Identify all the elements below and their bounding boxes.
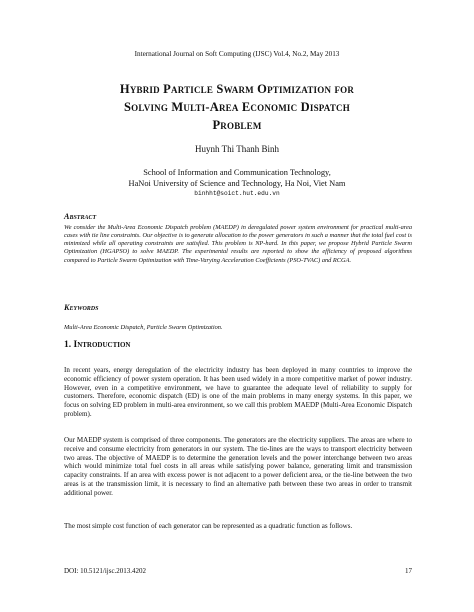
page-number: 17 <box>405 567 412 575</box>
paper-title <box>60 80 414 134</box>
affiliation-line-2: HaNoi University of Science and Technology, Ha Noi, Viet Nam <box>128 178 346 188</box>
keywords-text: Multi-Area Economic Dispatch, Particle Swarm Optimization. <box>64 324 223 331</box>
intro-paragraph-3: The most simple cost function of each generator can be represented as a quadratic function as follows. <box>64 522 353 530</box>
section-heading-introduction: 1. Introduction <box>64 340 131 350</box>
intro-paragraph-1: In recent years, energy deregulation of the electricity industry has been deployed in many countries to improve the economic efficiency of power system operation. It has been used widely in a more competitive market of power industry. However, even in a competitive environment, we have to guarantee the adequate level of reliability to supply for customers. Therefore, economic dispatch (ED) is one of the main problems in many energy systems. In this paper, we focus on solving ED problem in multi-area environment, so we call this problem MAEDP (Multi-Area Economic Dispatch problem). <box>64 366 412 418</box>
intro-paragraph-2: Our MAEDP system is comprised of three components. The generators are the electricity suppliers. The areas are where to receive and consume electricity from generators in our system. The tie-lines are the ways to transport electricity between two areas. The objective of MAEDP is to determine the generation levels and the power interchange between two areas which would minimize total fuel costs in all areas while satisfying power balance, generating limit and transmission capacity constraints. If an area with excess power is not adjacent to a power deficient area, or the tie-line between the two areas is at the transmission limit, it is necessary to find an alternative path between these two areas in order to transmit additional power. <box>64 436 412 497</box>
title-line-3: Problem <box>212 118 262 132</box>
keywords-heading: Keywords <box>64 303 99 312</box>
abstract-text: We consider the Multi-Area Economic Dispatch problem (MAEDP) in deregulated power system environment for practical multi-area cases with tie line constraints. Our objective is to generate allocation to the power generators in such a manner that the total fuel cost is minimized while all operating constraints are satisfied. This problem is NP-hard. In this paper, we propose Hybrid Particle Swarm Optimization (HGAPSO) to solve MAEDP. The experimental results are reported to show the efficiency of proposed algorithms compared to Particle Swarm Optimization with Time-Varying Acceleration Coefficients (PSO-TVAC) and RCGA. <box>64 224 412 264</box>
author-email: binhht@soict.hut.edu.vn <box>194 190 280 197</box>
affiliation-line-1: School of Information and Communication Technology, <box>143 168 331 177</box>
running-head: International Journal on Soft Computing (IJSC) Vol.4, No.2, May 2013 <box>134 50 340 58</box>
footer-doi: DOI: 10.5121/ijsc.2013.4202 <box>64 567 147 575</box>
title-line-2: Solving Multi-Area Economic Dispatch <box>124 100 350 114</box>
title-line-1: Hybrid Particle Swarm Optimization for <box>119 82 355 96</box>
affiliation <box>0 168 474 189</box>
abstract-heading: Abstract <box>64 212 97 221</box>
author-name: Huynh Thi Thanh Binh <box>195 144 279 154</box>
